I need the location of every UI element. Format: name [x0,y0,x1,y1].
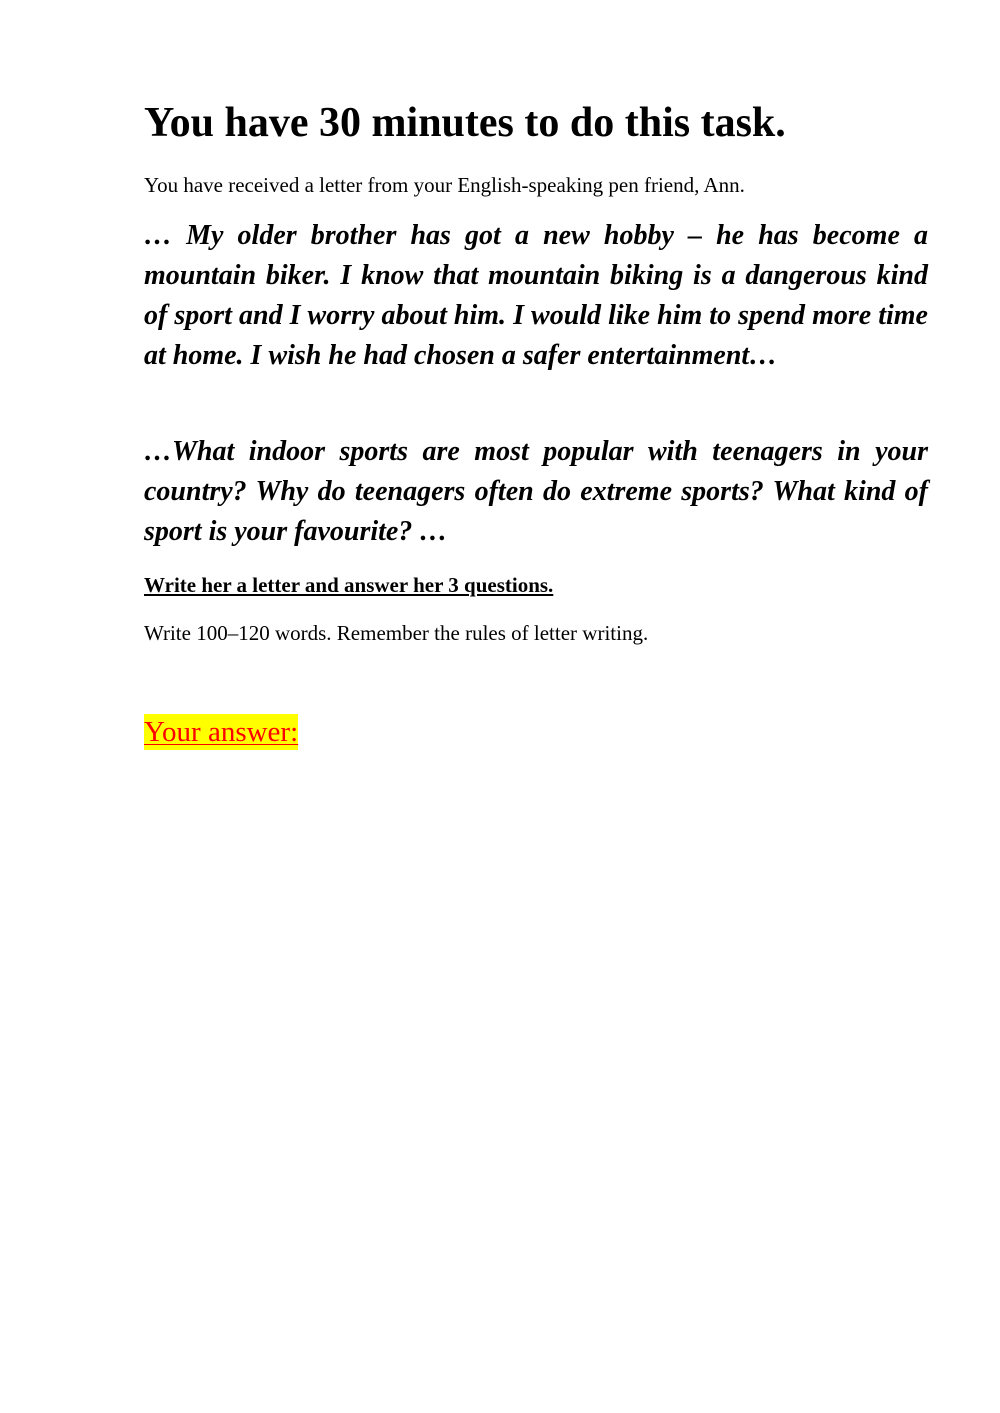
task-instruction: Write her a letter and answer her 3 questions. [144,573,554,597]
answer-label: Your answer: [144,716,299,748]
letter-excerpt-paragraph-2: …What indoor sports are most popular with teenagers in your country? Why do teenagers often do extreme sports? What kind of sport is your favourite? … [144,436,928,547]
letter-excerpt-paragraph-1: … My older brother has got a new hobby – he has become a mountain biker. I know that mountain biking is a dangerous kind of sport and I worry about him. I would like him to spend more time at home. I wish he had chosen a safer entertainment… [144,220,928,371]
word-count-instruction: Write 100–120 words. Remember the rules of letter writing. [144,621,649,645]
task-title: You have 30 minutes to do this task. [144,100,786,146]
task-intro: You have received a letter from your English-speaking pen friend, Ann. [144,173,745,197]
